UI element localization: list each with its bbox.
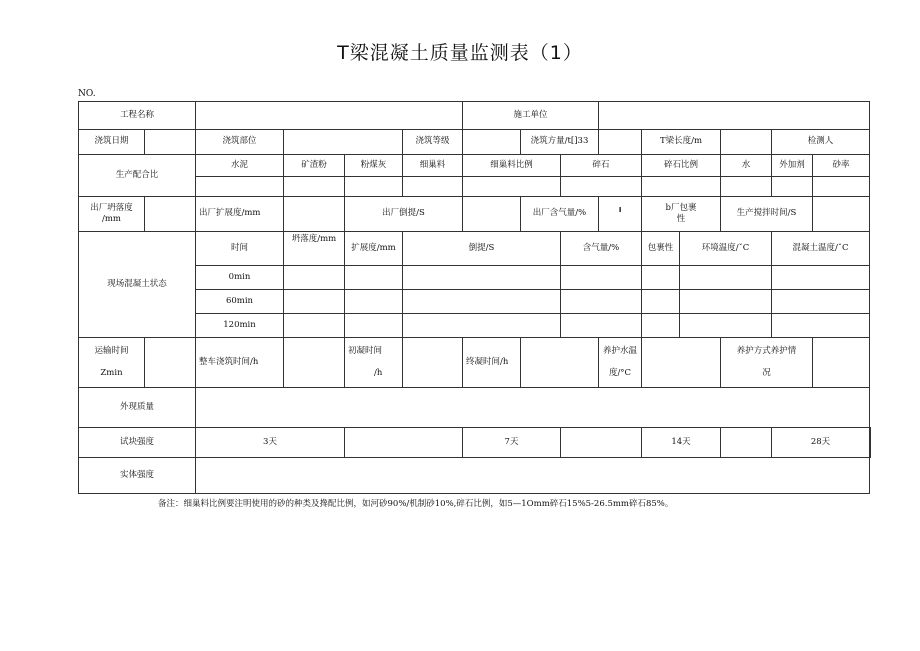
site-env-temp-header: 环境温度/ˇC	[680, 232, 772, 266]
site-row-cell[interactable]	[403, 290, 561, 314]
pour-duration-value[interactable]	[284, 338, 345, 388]
site-row-cell[interactable]	[642, 314, 680, 338]
strength-7d-value[interactable]	[561, 428, 642, 458]
site-row-cell[interactable]	[345, 266, 403, 290]
pour-duration-label: 整车浇筑时间/h	[196, 338, 284, 388]
pour-grade-label: 浇筑等级	[403, 130, 463, 155]
mix-gravel-ratio-header: 碎石比例	[642, 155, 721, 177]
factory-mark-glyph: ╹	[617, 208, 623, 219]
mix-flyash-value[interactable]	[345, 177, 403, 197]
mix-cement-header: 水泥	[196, 155, 284, 177]
mix-admixture-header: 外加剂	[772, 155, 813, 177]
initial-set-label: 初凝时间 /h	[345, 338, 403, 388]
cure-temp-label: 养护水温 度/°C	[599, 338, 642, 388]
site-row-cell[interactable]	[642, 266, 680, 290]
pour-location-label: 浇筑部位	[196, 130, 284, 155]
page-title: T梁混凝土质量监测表（1）	[337, 42, 583, 64]
mix-fine-agg-header: 细巢料	[403, 155, 463, 177]
project-name-value[interactable]	[196, 102, 463, 130]
transport-time-label: 运输时间 Zmin	[79, 338, 145, 388]
site-row-cell[interactable]	[642, 290, 680, 314]
pour-volume-value[interactable]	[599, 130, 642, 155]
appearance-value[interactable]	[196, 388, 870, 428]
site-row-cell[interactable]	[561, 290, 642, 314]
site-row-cell[interactable]	[345, 314, 403, 338]
mix-slag-header: 矿渣粉	[284, 155, 345, 177]
factory-inversion-value[interactable]	[463, 197, 521, 232]
factory-wrap-label: b厂包裹 性	[642, 197, 721, 232]
mix-fine-agg-ratio-value[interactable]	[463, 177, 561, 197]
site-wrap-header: 包裹性	[642, 232, 680, 266]
site-row-cell[interactable]	[403, 314, 561, 338]
pour-date-value[interactable]	[145, 130, 196, 155]
construction-unit-label: 施工单位	[463, 102, 599, 130]
site-spread-header: 扩展度/mm	[345, 232, 403, 266]
construction-unit-value[interactable]	[599, 102, 870, 130]
site-row-cell[interactable]	[284, 314, 345, 338]
site-row-cell[interactable]	[772, 266, 870, 290]
site-row-cell[interactable]	[345, 290, 403, 314]
initial-set-value[interactable]	[403, 338, 463, 388]
site-row-cell[interactable]	[680, 290, 772, 314]
final-set-label: 终凝时间/h	[463, 338, 521, 388]
mix-slag-value[interactable]	[284, 177, 345, 197]
site-inversion-header: 倒提/S	[403, 232, 561, 266]
final-set-value[interactable]	[521, 338, 599, 388]
factory-spread-label: 出厂扩展度/mm	[196, 197, 284, 232]
factory-spread-value[interactable]	[284, 197, 345, 232]
solid-strength-value[interactable]	[196, 458, 870, 494]
mix-fine-agg-value[interactable]	[403, 177, 463, 197]
factory-inversion-label: 出厂倒提/S	[345, 197, 463, 232]
factory-mixing-time-label: 生产搅拌时间/S	[721, 197, 813, 232]
mix-gravel-header: 碎石	[561, 155, 642, 177]
strength-14d-label: 14天	[642, 428, 721, 458]
mix-sand-ratio-header: 砂率	[813, 155, 870, 177]
mix-cement-value[interactable]	[196, 177, 284, 197]
site-row-cell[interactable]	[284, 266, 345, 290]
pour-volume-label: 浇筑方量/t[]33	[521, 130, 599, 155]
mix-water-header: 水	[721, 155, 772, 177]
cure-temp-value[interactable]	[642, 338, 721, 388]
transport-time-value[interactable]	[145, 338, 196, 388]
beam-length-label: T梁长度/m	[642, 130, 721, 155]
quality-monitoring-table	[78, 101, 871, 494]
factory-mixing-time-value[interactable]	[813, 197, 870, 232]
site-row-cell[interactable]	[680, 266, 772, 290]
site-row-time: 60min	[196, 290, 284, 314]
appearance-label: 外现质量	[79, 388, 196, 428]
factory-air-value	[599, 197, 642, 232]
strength-28d-value[interactable]	[870, 428, 871, 458]
site-slump-header: 坍落度/mm	[284, 232, 345, 266]
strength-14d-value[interactable]	[721, 428, 772, 458]
site-concrete-temp-header: 混凝土温度/ˇC	[772, 232, 870, 266]
cure-method-label: 养护方式养护情 况	[721, 338, 813, 388]
factory-slump-value[interactable]	[145, 197, 196, 232]
mix-gravel-value[interactable]	[561, 177, 642, 197]
site-row-cell[interactable]	[561, 266, 642, 290]
mix-ratio-label: 生产配合比	[79, 155, 196, 197]
strength-7d-label: 7天	[463, 428, 561, 458]
site-row-cell[interactable]	[772, 290, 870, 314]
site-row-cell[interactable]	[403, 266, 561, 290]
site-row-cell[interactable]	[772, 314, 870, 338]
project-name-label: 工程名称	[79, 102, 196, 130]
site-row-cell[interactable]	[561, 314, 642, 338]
footnote: 备注：细巢料比例要注明使用的砂的种类及搀配比例，如河砂90%/机制砂10%,碎石比例，如5—1Omm碎石15%5-26.5mm碎石85%。	[158, 499, 674, 509]
mix-sand-ratio-value[interactable]	[813, 177, 870, 197]
site-row-cell[interactable]	[284, 290, 345, 314]
factory-slump-label: 出厂坍落度 /mm	[79, 197, 145, 232]
form-number-label: NO.	[78, 89, 96, 99]
pour-date-label: 浇筑日期	[79, 130, 145, 155]
mix-admixture-value[interactable]	[772, 177, 813, 197]
pour-grade-value[interactable]	[463, 130, 521, 155]
factory-air-label: 出厂含气量/%	[521, 197, 599, 232]
mix-water-value[interactable]	[721, 177, 772, 197]
strength-28d-label: 28天	[772, 428, 870, 458]
inspector-label: 检测人	[772, 130, 870, 155]
cure-method-value[interactable]	[813, 338, 870, 388]
site-row-time: 120min	[196, 314, 284, 338]
site-row-time: 0min	[196, 266, 284, 290]
site-row-cell[interactable]	[680, 314, 772, 338]
mix-flyash-header: 粉煤灰	[345, 155, 403, 177]
site-state-label: 现场混凝土状态	[79, 232, 196, 338]
solid-strength-label: 实体强度	[79, 458, 196, 494]
specimen-strength-label: 试块强度	[79, 428, 196, 458]
pour-location-value[interactable]	[284, 130, 403, 155]
strength-3d-label: 3天	[196, 428, 345, 458]
beam-length-value[interactable]	[721, 130, 772, 155]
site-air-header: 含气量/%	[561, 232, 642, 266]
mix-gravel-ratio-value[interactable]	[642, 177, 721, 197]
site-time-header: 时间	[196, 232, 284, 266]
mix-fine-agg-ratio-header: 细巢料比例	[463, 155, 561, 177]
strength-3d-value[interactable]	[345, 428, 463, 458]
